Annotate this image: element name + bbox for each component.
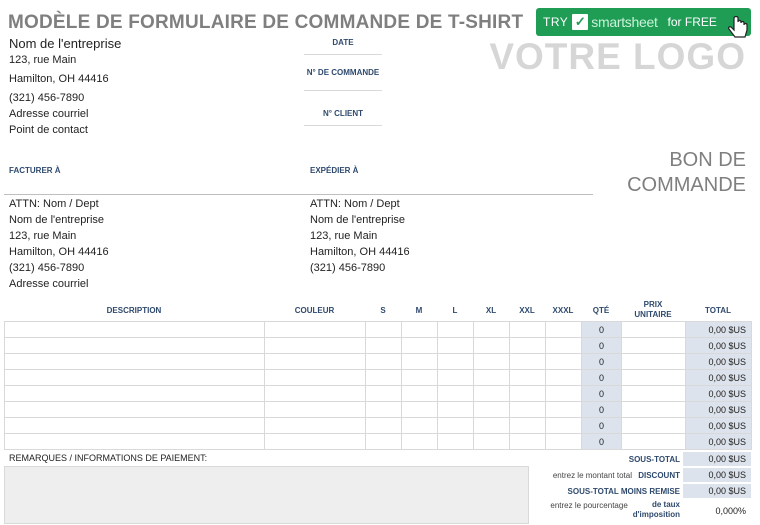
tax-rate-input[interactable]: 0,000% (683, 501, 751, 521)
bill-company: Nom de l'entreprise (9, 214, 105, 226)
color-cell[interactable] (265, 434, 366, 450)
smartsheet-check-icon: ✓ (572, 14, 588, 30)
line-total-cell: 0,00 $US (686, 338, 752, 354)
qty-cell: 0 (582, 370, 622, 386)
size-l-cell[interactable] (438, 322, 474, 338)
size-xxl-cell[interactable] (510, 370, 546, 386)
size-xl-cell[interactable] (474, 386, 510, 402)
line-total-cell: 0,00 $US (686, 418, 752, 434)
brand-label: smartsheet (591, 14, 658, 30)
description-cell[interactable] (5, 370, 265, 386)
size-s-cell[interactable] (366, 322, 402, 338)
bill-email: Adresse courriel (9, 278, 89, 290)
table-row (5, 386, 752, 402)
subtotal-less-discount-row (527, 484, 755, 499)
bill-city: Hamilton, OH 44416 (9, 246, 109, 258)
ship-city: Hamilton, OH 44416 (310, 246, 410, 258)
size-s-cell[interactable] (366, 370, 402, 386)
size-xl-cell[interactable] (474, 354, 510, 370)
size-xxl-cell[interactable] (510, 402, 546, 418)
ship-company: Nom de l'entreprise (310, 214, 406, 226)
size-xxxl-cell[interactable] (546, 338, 582, 354)
discount-input[interactable]: 0,00 $US (683, 468, 751, 483)
col-header-color: COULEUR (294, 306, 335, 315)
size-xxxl-cell[interactable] (546, 434, 582, 450)
client-number-label: N° CLIENT (304, 109, 382, 126)
size-xxl-cell[interactable] (510, 434, 546, 450)
size-l-cell[interactable] (438, 338, 474, 354)
remarks-input[interactable] (4, 466, 529, 524)
col-header-xl: XL (485, 306, 497, 315)
color-cell[interactable] (265, 322, 366, 338)
company-email: Adresse courriel (9, 108, 89, 120)
subtotal-value: 0,00 $US (683, 452, 751, 467)
table-row (5, 402, 752, 418)
size-s-cell[interactable] (366, 354, 402, 370)
line-total-cell: 0,00 $US (686, 386, 752, 402)
subtotal-less-discount-label: SOUS-TOTAL MOINS REMISE (567, 487, 680, 496)
unit-price-cell[interactable] (622, 386, 686, 402)
unit-price-cell[interactable] (622, 338, 686, 354)
company-contact: Point de contact (9, 124, 88, 136)
line-total-cell: 0,00 $US (686, 434, 752, 450)
line-total-cell: 0,00 $US (686, 322, 752, 338)
page-title: MODÈLE DE FORMULAIRE DE COMMANDE DE T-SHIRT (8, 12, 524, 33)
description-cell[interactable] (5, 434, 265, 450)
size-xxxl-cell[interactable] (546, 386, 582, 402)
size-l-cell[interactable] (438, 370, 474, 386)
size-xxl-cell[interactable] (510, 322, 546, 338)
table-row (5, 354, 752, 370)
qty-cell: 0 (582, 402, 622, 418)
ship-to-label: EXPÉDIER À (310, 166, 359, 175)
table-row (5, 322, 752, 338)
size-m-cell[interactable] (402, 402, 438, 418)
size-m-cell[interactable] (402, 386, 438, 402)
size-xl-cell[interactable] (474, 402, 510, 418)
table-row (5, 418, 752, 434)
description-cell[interactable] (5, 386, 265, 402)
try-smartsheet-button[interactable] (536, 8, 751, 36)
size-xl-cell[interactable] (474, 370, 510, 386)
col-header-xxxl: XXXL (552, 306, 574, 315)
size-s-cell[interactable] (366, 402, 402, 418)
size-l-cell[interactable] (438, 434, 474, 450)
subtotal-row (527, 452, 755, 467)
bill-to-label: FACTURER À (9, 166, 61, 175)
discount-row (527, 468, 755, 483)
line-items-table (4, 321, 752, 450)
description-cell[interactable] (5, 354, 265, 370)
unit-price-cell[interactable] (622, 418, 686, 434)
order-number-label: N° DE COMMANDE (304, 68, 382, 91)
table-row (5, 370, 752, 386)
size-m-cell[interactable] (402, 338, 438, 354)
document-type-line1: BON DE (669, 149, 746, 171)
color-cell[interactable] (265, 418, 366, 434)
company-street: 123, rue Main (9, 54, 77, 66)
table-row (5, 434, 752, 450)
size-m-cell[interactable] (402, 322, 438, 338)
color-cell[interactable] (265, 354, 366, 370)
company-name: Nom de l'entreprise (9, 36, 122, 51)
size-xl-cell[interactable] (474, 418, 510, 434)
try-label: TRY (543, 15, 569, 29)
size-l-cell[interactable] (438, 418, 474, 434)
size-xxl-cell[interactable] (510, 386, 546, 402)
subtotal-less-discount-value: 0,00 $US (683, 484, 751, 499)
qty-cell: 0 (582, 418, 622, 434)
date-field-label: DATE (304, 38, 382, 55)
size-xxl-cell[interactable] (510, 354, 546, 370)
size-xl-cell[interactable] (474, 322, 510, 338)
size-xl-cell[interactable] (474, 338, 510, 354)
size-m-cell[interactable] (402, 354, 438, 370)
line-total-cell: 0,00 $US (686, 402, 752, 418)
size-xxxl-cell[interactable] (546, 370, 582, 386)
col-header-total: TOTAL (705, 306, 731, 315)
size-xxxl-cell[interactable] (546, 322, 582, 338)
discount-label: DISCOUNT (638, 471, 680, 480)
ship-street: 123, rue Main (310, 230, 378, 242)
bill-phone: (321) 456-7890 (9, 262, 85, 274)
size-s-cell[interactable] (366, 418, 402, 434)
description-cell[interactable] (5, 338, 265, 354)
ship-phone: (321) 456-7890 (310, 262, 386, 274)
unit-price-cell[interactable] (622, 322, 686, 338)
qty-cell: 0 (582, 386, 622, 402)
company-phone: (321) 456-7890 (9, 92, 85, 104)
tax-rate-entry (550, 500, 680, 520)
document-type-line2: COMMANDE (627, 174, 746, 196)
size-m-cell[interactable] (402, 370, 438, 386)
size-xxl-cell[interactable] (510, 418, 546, 434)
discount-entry (553, 471, 680, 480)
col-header-unit-price-line1: PRIX (643, 300, 663, 309)
unit-price-cell[interactable] (622, 370, 686, 386)
col-header-unit-price-line2: UNITAIRE (634, 310, 672, 319)
col-header-s: S (380, 306, 386, 315)
qty-cell: 0 (582, 354, 622, 370)
unit-price-cell[interactable] (622, 402, 686, 418)
description-cell[interactable] (5, 322, 265, 338)
size-l-cell[interactable] (438, 386, 474, 402)
tax-rate-label-line1: de taux (651, 500, 680, 509)
color-cell[interactable] (265, 338, 366, 354)
logo-placeholder: VOTRE LOGO (489, 36, 746, 77)
remarks-label: REMARQUES / INFORMATIONS DE PAIEMENT: (9, 453, 208, 463)
qty-cell: 0 (582, 322, 622, 338)
ship-attn: ATTN: Nom / Dept (310, 198, 400, 210)
col-header-m: M (415, 306, 423, 315)
size-l-cell[interactable] (438, 402, 474, 418)
unit-price-cell[interactable] (622, 434, 686, 450)
description-cell[interactable] (5, 418, 265, 434)
color-cell[interactable] (265, 370, 366, 386)
unit-price-cell[interactable] (622, 354, 686, 370)
size-xxxl-cell[interactable] (546, 402, 582, 418)
document-type (627, 148, 746, 198)
size-xxxl-cell[interactable] (546, 354, 582, 370)
tax-rate-hint: entrez le pourcentage (550, 501, 628, 510)
size-xxxl-cell[interactable] (546, 418, 582, 434)
tax-rate-label (633, 500, 680, 520)
size-xxl-cell[interactable] (510, 338, 546, 354)
col-header-description: DESCRIPTION (106, 306, 162, 315)
address-divider (4, 194, 593, 195)
description-cell[interactable] (5, 402, 265, 418)
size-s-cell[interactable] (366, 338, 402, 354)
discount-hint: entrez le montant total (552, 471, 632, 480)
table-row (5, 338, 752, 354)
subtotal-label: SOUS-TOTAL (628, 455, 680, 464)
line-total-cell: 0,00 $US (686, 370, 752, 386)
col-header-l: L (452, 306, 458, 315)
col-header-unit-price (621, 300, 685, 320)
size-s-cell[interactable] (366, 434, 402, 450)
color-cell[interactable] (265, 386, 366, 402)
tax-rate-label-line2: d'imposition (632, 510, 680, 519)
col-header-xxl: XXL (519, 306, 535, 315)
qty-cell: 0 (582, 338, 622, 354)
free-label: for FREE (667, 15, 717, 29)
color-cell[interactable] (265, 402, 366, 418)
company-city: Hamilton, OH 44416 (9, 73, 109, 85)
bill-attn: ATTN: Nom / Dept (9, 198, 99, 210)
size-m-cell[interactable] (402, 434, 438, 450)
size-s-cell[interactable] (366, 386, 402, 402)
size-m-cell[interactable] (402, 418, 438, 434)
bill-street: 123, rue Main (9, 230, 77, 242)
size-l-cell[interactable] (438, 354, 474, 370)
qty-cell: 0 (582, 434, 622, 450)
tax-rate-row (527, 500, 755, 522)
col-header-qty: QTÉ (592, 306, 610, 315)
size-xl-cell[interactable] (474, 434, 510, 450)
line-total-cell: 0,00 $US (686, 354, 752, 370)
